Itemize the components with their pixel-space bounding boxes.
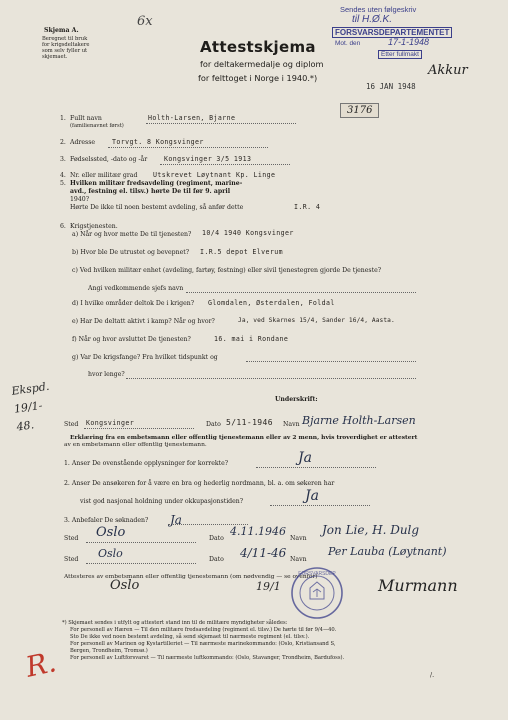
page-mark: /.	[430, 672, 435, 679]
stamp-line-2: til H.Ø.K.	[352, 14, 393, 25]
schema-note-3: som selv fyller ut	[42, 48, 88, 54]
question-1-line	[256, 467, 376, 468]
question-2-answer: Ja	[305, 488, 319, 504]
footnote-line-6: For personell av Luftforsvaret — Til nærmeste luftkommando: (Oslo, Stavanger, Trondheim, Bardufoss).	[70, 655, 345, 661]
field-6c-label: c) Ved hvilken militær enhet (avdeling, fartøy, festning) eller sivil tjenestegren gjorde De tjeneste?	[72, 267, 382, 274]
field-1-label: Fullt navn	[70, 115, 102, 122]
attest-label: Attesteres av embetsmann eller offentlig tjenestemann (om nødvendig — se ovenfor)	[64, 574, 318, 580]
declaration-line-1: Erklæring fra en embetsmann eller offentlig tjenestemann eller av 2 menn, hvis troverdighet er attestert	[70, 434, 418, 441]
field-1-number: 1.	[60, 115, 66, 122]
row2-sted-label: Sted	[64, 556, 79, 563]
question-3-answer: Ja	[170, 513, 182, 527]
footnote-line-5: Bergen, Trondheim, Tromsø.)	[70, 648, 148, 654]
field-5-label-2: avd., festning el. tilsv.) hørte De til før 9. april	[70, 188, 231, 195]
left-margin-note: Ekspd. 19/1-48.	[10, 379, 51, 434]
footnote-line-4: For personell av Marinen og Kystartilleriet — Til nærmeste marinekommando: (Oslo, Kristiansand S,	[70, 641, 336, 647]
field-2-value: Torvgt. 8 Kongsvinger	[112, 138, 204, 146]
sig-date-value: 5/11-1946	[226, 418, 273, 427]
field-5-label-1: Hvilken militær fredsavdeling (regiment, marine-	[70, 180, 243, 187]
row2-navn-value: Per Lauba (Løytnant)	[328, 545, 447, 558]
stamp-line-4-label: Mot. den	[335, 40, 361, 47]
svg-text:FORSVARSDEP: FORSVARSDEP	[298, 571, 336, 577]
footnote-line-2: For personell av Hæren — Til den militære fredsavdeling (regiment el. tilsv.) De hørte til før 9/4—40.	[70, 627, 337, 633]
question-1: 1. Anser De ovenstående opplysninger for korrekte?	[64, 460, 229, 467]
footnote-line-3: Sto De ikke ved noen bestemt avdeling, så send skjemaet til nærmeste regiment (el. tilsv.).	[70, 634, 310, 640]
row1-navn-label: Navn	[290, 535, 307, 542]
field-5-label-3: 1940?	[70, 196, 90, 203]
top-right-signature: Akkur	[428, 63, 468, 78]
schema-note-2: for krigsdeltakere	[42, 42, 90, 48]
field-3-number: 3.	[60, 156, 66, 163]
row2-navn-label: Navn	[290, 556, 307, 563]
sig-place-label: Sted	[64, 421, 79, 428]
field-6a-label: a) Når og hvor mette De til tjenesten?	[72, 231, 192, 238]
field-2-line	[108, 147, 268, 148]
row2-dato-label: Dato	[209, 556, 224, 563]
question-2-line	[270, 505, 370, 506]
field-4-value: Utskrevet Løytnant Kp. Linge	[153, 171, 276, 179]
row1-sted-line	[86, 542, 196, 543]
field-6-number: 6.	[60, 223, 66, 230]
question-3: 3. Anbefaler De søknaden?	[64, 517, 149, 524]
field-6d-value: Glomdalen, Østerdalen, Foldal	[208, 299, 335, 307]
field-6-label: Krigstjenesten.	[70, 223, 118, 230]
subtitle-1: for deltakermedalje og diplom	[200, 59, 324, 69]
field-6e-value: Ja, ved Skarnes 15/4, Sander 16/4, Aasta.	[238, 317, 395, 324]
field-6f-value: 16. mai i Rondane	[214, 335, 289, 343]
field-3-line	[160, 164, 290, 165]
stamp-line-3: FORSVARSDEPARTEMENTET	[332, 27, 452, 38]
question-1-answer: Ja	[298, 450, 312, 466]
attest-signature: Murmann	[378, 576, 458, 595]
field-6g-line-2	[126, 378, 416, 379]
journal-number: 3176	[340, 103, 379, 118]
row1-sted-value: Oslo	[96, 525, 126, 540]
page-title: Attestskjema	[200, 38, 316, 56]
row1-dato-label: Dato	[209, 535, 224, 542]
row2-sted-value: Oslo	[98, 547, 123, 560]
field-2-label: Adresse	[70, 139, 96, 146]
row1-sted-label: Sted	[64, 535, 79, 542]
field-1-line	[146, 123, 296, 124]
question-2b: vist god nasjonal holdning under okkupasjonstiden?	[80, 498, 244, 505]
field-5-number: 5.	[60, 180, 66, 187]
field-4-label: Nr. eller militær grad	[70, 172, 138, 179]
row1-dato-value: 4.11.1946	[230, 525, 286, 538]
footnote-line-1: *) Skjemaet sendes i utfylt og attestert stand inn til de militære myndigheter således:	[62, 620, 288, 626]
sig-name-label: Navn	[283, 421, 300, 428]
field-3-value: Kongsvinger 3/5 1913	[164, 155, 252, 163]
declaration-line-2: av en embetsmann eller offentlig tjenestemann.	[64, 442, 207, 448]
stamp-line-1: Sendes uten følgeskriv	[340, 5, 417, 14]
sig-place-value: Kongsvinger	[86, 419, 135, 427]
red-pencil-mark: R.	[22, 645, 60, 684]
field-6g-label-2: hvor lenge?	[88, 371, 125, 378]
field-6c-label-2: Angi vedkommende sjefs navn	[88, 285, 184, 292]
row1-navn-value: Jon Lie, H. Dulg	[322, 523, 420, 537]
stamp-line-5: Etter fullmakt	[378, 50, 422, 59]
applicant-signature: Bjarne Holth-Larsen	[302, 414, 416, 427]
field-1-value: Holth-Larsen, Bjarne	[148, 114, 236, 122]
field-6b-value: I.R.5 depot Elverum	[200, 248, 284, 256]
field-6g-label: g) Var De krigsfange? Fra hvilket tidspunkt og	[72, 354, 218, 361]
field-2-number: 2.	[60, 139, 66, 146]
date-stamp: 16 JAN 1948	[366, 82, 416, 91]
field-3-label: Fødselssted, -dato og -år	[70, 156, 148, 163]
corner-mark: 6x	[137, 14, 153, 29]
official-seal-icon	[290, 566, 344, 620]
field-5-label-4: Hørte De ikke til noen bestemt avdeling, så anfør dette	[70, 204, 244, 211]
field-6c-line	[186, 292, 416, 293]
field-6d-label: d) I hvilke områder deltok De i krigen?	[72, 300, 195, 307]
field-6b-label: b) Hvor ble De utrustet og bevepnet?	[72, 249, 190, 256]
field-6e-label: e) Har De deltatt aktivt i kamp? Når og hvor?	[72, 318, 215, 325]
attest-date: 19/1	[256, 580, 281, 593]
signature-heading: Underskrift:	[275, 396, 318, 403]
schema-note-1: Beregnet til bruk	[42, 36, 88, 42]
schema-label: Skjema A.	[44, 27, 79, 34]
question-2: 2. Anser De ansøkeren for å være en bra og hederlig nordmann, bl. a. om søkeren har	[64, 480, 335, 487]
field-6f-label: f) Når og hvor avsluttet De tjenesten?	[72, 336, 191, 343]
row2-sted-line	[86, 563, 196, 564]
sig-date-label: Dato	[206, 421, 221, 428]
subtitle-2: for felttoget i Norge i 1940.*)	[198, 73, 318, 83]
stamp-line-4-value: 17-1-1948	[388, 37, 430, 47]
attest-place: Oslo	[110, 578, 140, 593]
field-6a-value: 10/4 1940 Kongsvinger	[202, 229, 294, 237]
field-5-value: I.R. 4	[294, 203, 321, 211]
field-4-number: 4.	[60, 172, 66, 179]
schema-note-4: skjemaet.	[42, 54, 68, 60]
row2-dato-value: 4/11-46	[240, 546, 287, 560]
field-1-note: (familienavnet først)	[70, 123, 124, 129]
field-6g-line	[246, 361, 416, 362]
sig-place-line	[84, 428, 194, 429]
